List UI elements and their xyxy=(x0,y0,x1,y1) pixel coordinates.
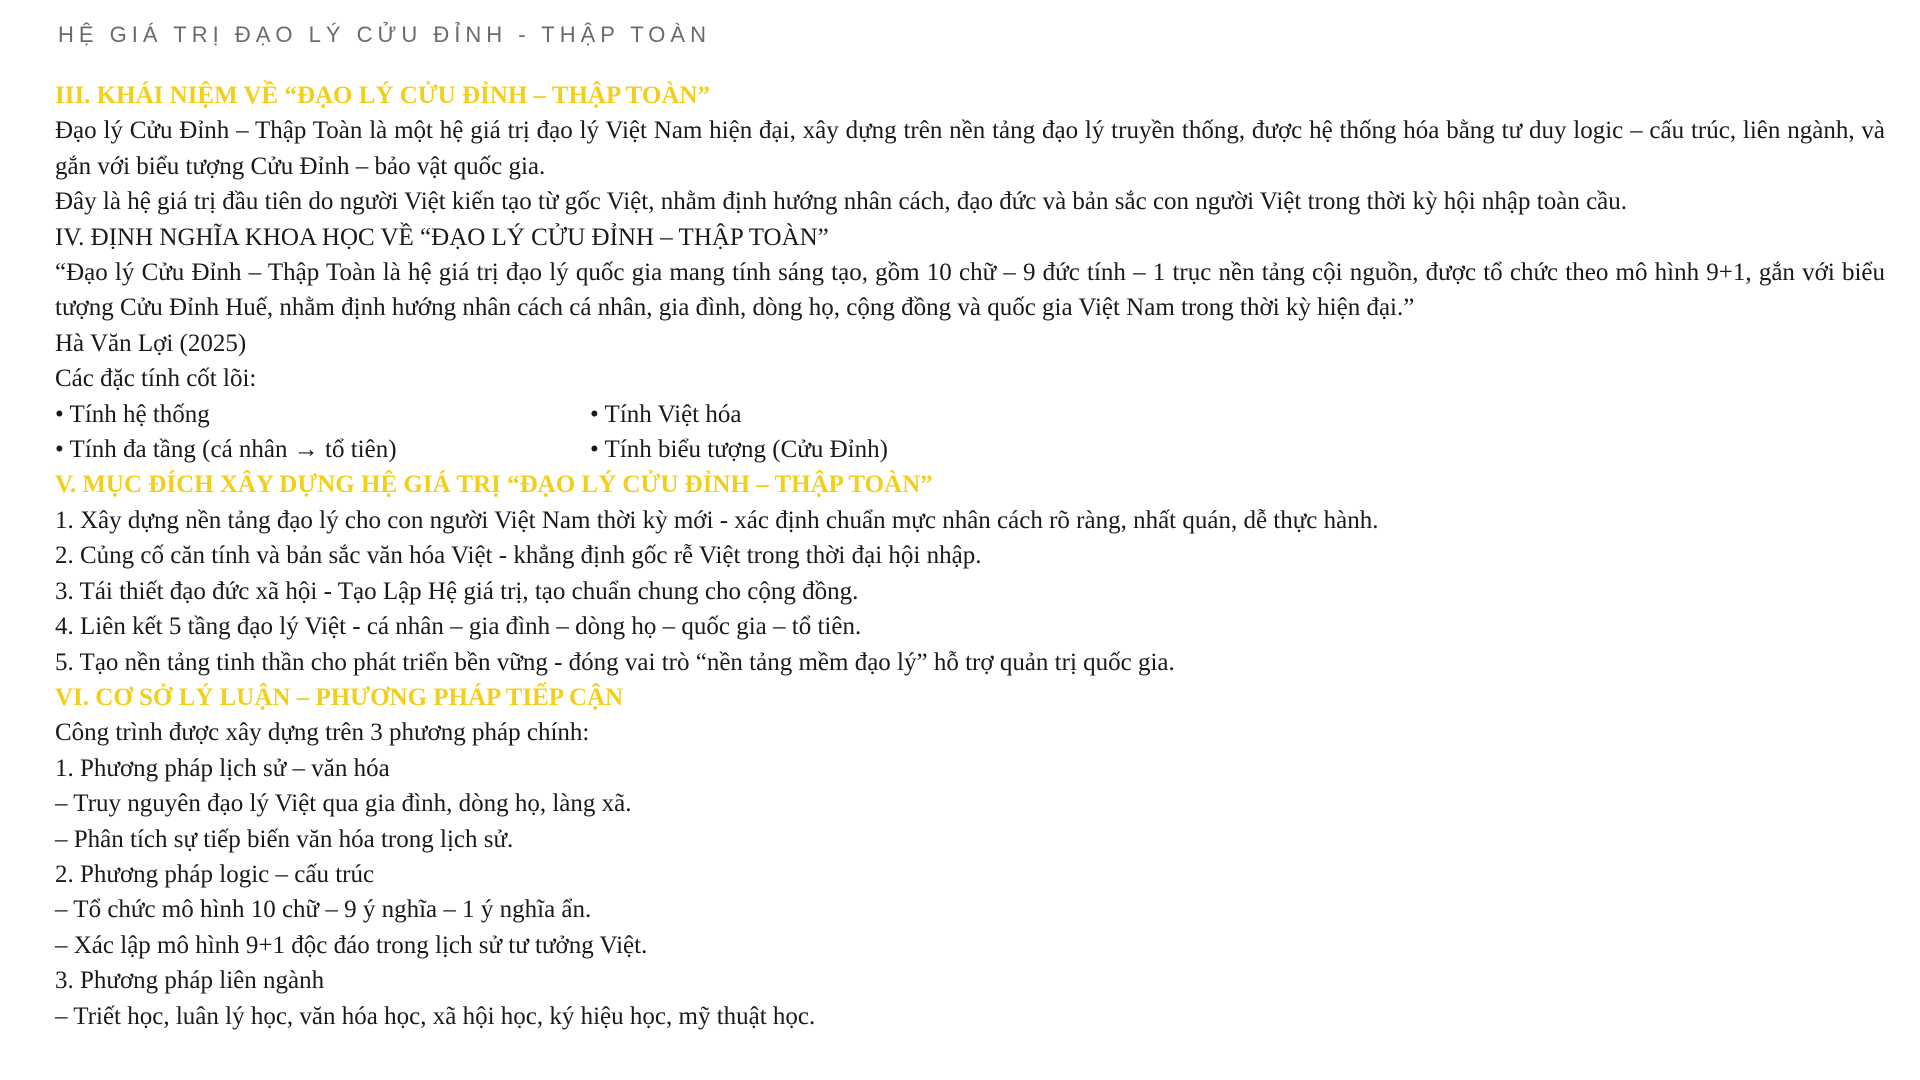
trait-item: • Tính Việt hóa xyxy=(590,400,742,428)
page-header-title: HỆ GIÁ TRỊ ĐẠO LÝ CỬU ĐỈNH - THẬP TOÀN xyxy=(58,22,711,47)
method-line: 2. Phương pháp logic – cấu trúc xyxy=(55,860,375,888)
section-6-heading: VI. CƠ SỞ LÝ LUẬN – PHƯƠNG PHÁP TIẾP CẬN xyxy=(55,683,624,711)
section-3-paragraph-1: Đạo lý Cửu Đỉnh – Thập Toàn là một hệ giá trị đạo lý Việt Nam hiện đại, xây dựng trên nền tảng đạo lý truyền thống, được hệ thống hóa bằng tư duy logic – cấu trúc, liên ngành, và gắn với biểu tượng Cửu Đỉnh – bảo vật quốc gia. xyxy=(55,117,1885,180)
section-4-heading: IV. ĐỊNH NGHĨA KHOA HỌC VỀ “ĐẠO LÝ CỬU ĐỈNH – THẬP TOÀN” xyxy=(55,223,829,251)
section-3-heading: III. KHÁI NIỆM VỀ “ĐẠO LÝ CỬU ĐỈNH – THẬP TOÀN” xyxy=(55,82,710,109)
method-line: – Phân tích sự tiếp biến văn hóa trong lịch sử. xyxy=(55,825,514,853)
traits-row-2 xyxy=(55,432,1885,467)
traits-row-1 xyxy=(55,397,1885,432)
purpose-item-1: 1. Xây dựng nền tảng đạo lý cho con người Việt Nam thời kỳ mới - xác định chuẩn mực nhân cách rõ ràng, nhất quán, dễ thực hành. xyxy=(55,506,1379,534)
section-4-traits-intro: Các đặc tính cốt lõi: xyxy=(55,365,257,393)
trait-item: • Tính đa tầng (cá nhân → tổ tiên) xyxy=(55,436,397,464)
trait-item: • Tính hệ thống xyxy=(55,400,210,428)
section-6-intro: Công trình được xây dựng trên 3 phương pháp chính: xyxy=(55,719,590,747)
method-line: – Tổ chức mô hình 10 chữ – 9 ý nghĩa – 1 ý nghĩa ẩn. xyxy=(55,896,592,924)
section-3-paragraph-2: Đây là hệ giá trị đầu tiên do người Việt kiến tạo từ gốc Việt, nhằm định hướng nhân cách, đạo đức và bản sắc con người Việt trong thời kỳ hội nhập toàn cầu. xyxy=(55,188,1628,216)
method-line: – Triết học, luân lý học, văn hóa học, xã hội học, ký hiệu học, mỹ thuật học. xyxy=(55,1002,816,1030)
section-5-heading: V. MỤC ĐÍCH XÂY DỰNG HỆ GIÁ TRỊ “ĐẠO LÝ CỬU ĐỈNH – THẬP TOÀN” xyxy=(55,471,933,499)
trait-item: • Tính biểu tượng (Cửu Đỉnh) xyxy=(590,436,888,464)
section-4-definition-quote: “Đạo lý Cửu Đỉnh – Thập Toàn là hệ giá trị đạo lý quốc gia mang tính sáng tạo, gồm 10 chữ – 9 đức tính – 1 trục nền tảng cội nguồn, được tổ chức theo mô hình 9+1, gắn với biểu tượng Cửu Đỉnh Huế, nhằm định hướng nhân cách cá nhân, gia đình, dòng họ, cộng đồng và quốc gia Việt Nam trong thời kỳ hiện đại.” xyxy=(55,259,1885,322)
method-line: 3. Phương pháp liên ngành xyxy=(55,967,325,995)
purpose-item-4: 4. Liên kết 5 tầng đạo lý Việt - cá nhân – gia đình – dòng họ – quốc gia – tổ tiên. xyxy=(55,613,862,641)
method-line: 1. Phương pháp lịch sử – văn hóa xyxy=(55,754,390,782)
purpose-item-3: 3. Tái thiết đạo đức xã hội - Tạo Lập Hệ giá trị, tạo chuẩn chung cho cộng đồng. xyxy=(55,577,859,605)
document-body xyxy=(55,78,1885,1034)
purpose-item-2: 2. Củng cố căn tính và bản sắc văn hóa Việt - khẳng định gốc rễ Việt trong thời đại hội nhập. xyxy=(55,542,982,570)
method-line: – Truy nguyên đạo lý Việt qua gia đình, dòng họ, làng xã. xyxy=(55,790,632,818)
section-4-author: Hà Văn Lợi (2025) xyxy=(55,329,247,357)
method-line: – Xác lập mô hình 9+1 độc đáo trong lịch sử tư tưởng Việt. xyxy=(55,931,648,959)
purpose-item-5: 5. Tạo nền tảng tinh thần cho phát triển bền vững - đóng vai trò “nền tảng mềm đạo lý” hỗ trợ quản trị quốc gia. xyxy=(55,648,1175,676)
